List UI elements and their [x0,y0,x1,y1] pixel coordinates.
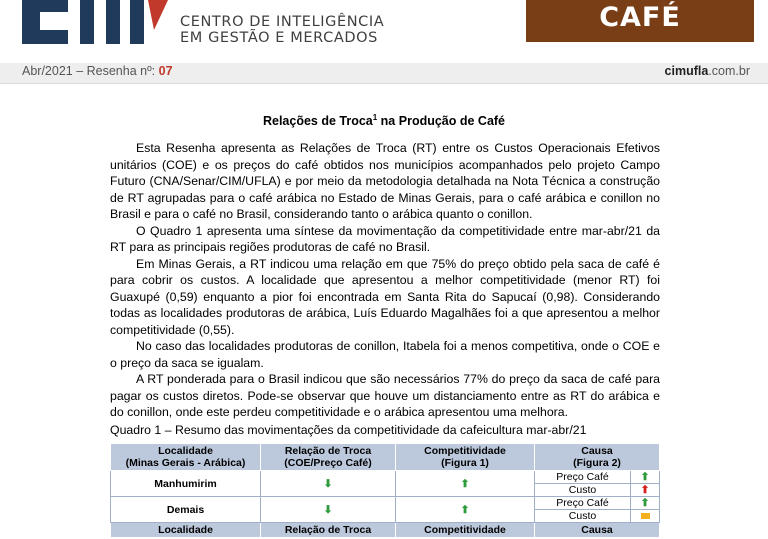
rt-down-arrow-icon: ⬇ [261,497,396,523]
table-header-row [111,523,660,538]
cause-label: Custo [535,510,631,523]
up-red-arrow-icon: ⬆ [631,484,660,497]
up-green-arrow-icon: ⬆ [631,497,660,510]
organization-name-line2: EM GESTÃO E MERCADOS [180,30,378,46]
organization-name [180,14,384,46]
issue-number: 07 [158,64,173,78]
table-header-row [111,444,660,471]
row-location: Demais [111,497,261,523]
site-name: cimufla [664,64,709,78]
paragraph: O Quadro 1 apresenta uma síntese da movimentação da competitividade entre mar-abr/21 da RT para as principais regiões produtoras de café no Brasil. [110,223,660,254]
page-title [0,113,768,128]
paragraph: Esta Resenha apresenta as Relações de Troca (RT) entre os Custos Operacionais Efetivos unitários (COE) e os preços do café obtidos nos municípios acompanhados pelo projeto Campo Futuro (CNA/Senar/CIM/UFLA) e por meio da metodologia detalhada na Nota Técnica a construção de RT agrupadas para o café arábica no Estado de Minas Gerais, para o café arábica e conillon no Brasil e para o café no Brasil, considerando tanto o arábica quanto o conillon. [110,141,660,221]
up-green-arrow-icon: ⬆ [631,471,660,484]
site-domain: .com.br [708,64,750,78]
header-relacao: Relação de Troca [261,523,396,538]
issue-info [22,64,173,78]
site-link[interactable] [665,64,750,78]
paragraph: A RT ponderada para o Brasil indicou que são necessários 77% do preço da saca de café para pagar os custos diretos. Pode-se observar que houve um distanciamento entre as RT do arábica e do conillon, onde este perdeu competitividade e o arábica apresentou uma melhora. [110,372,660,419]
paragraph: Em Minas Gerais, a RT indicou uma relação em que 75% do preço obtido pela saca de café é para cobrir os custos. A localidade que apresentou a melhor competitividade (menor RT) foi Guaxupé (0,59) enquanto a pior foi encontrada em Santa Rita do Sapucaí (0,98). Considerando todas as localidades produtoras de arábica, Luís Eduardo Magalhães foi a que apresentou a melhor competitividade (0,55). [110,256,660,337]
cause-label: Preço Café [535,497,631,510]
title-text: Relações de Troca [262,114,373,129]
cim-logo [22,0,172,44]
table-row [111,497,660,510]
table-row [111,471,660,484]
comp-up-arrow-icon: ⬆ [396,471,535,497]
cause-label: Custo [535,484,631,497]
header-localidade: Localidade [111,523,261,538]
header-localidade: Localidade (Minas Gerais - Arábica) [111,444,261,471]
flat-dash-icon [631,510,660,523]
header-competitividade: Competitividade (Figura 1) [396,444,535,471]
title-footnote: 1 [372,113,378,122]
header-relacao: Relação de Troca (COE/Preço Café) [261,444,396,471]
header-competitividade: Competitividade [396,523,535,538]
comp-up-arrow-icon: ⬆ [396,497,535,523]
rt-down-arrow-icon: ⬇ [261,471,396,497]
header-causa: Causa (Figura 2) [535,444,660,471]
header-causa: Causa [535,523,660,538]
title-text-rest: na Produção de Café [377,114,506,129]
organization-name-line1: CENTRO DE INTELIGÊNCIA [180,14,385,30]
body-text [110,140,660,421]
row-location: Manhumirim [111,471,261,497]
issue-prefix: Abr/2021 – Resenha nº: [22,64,156,78]
summary-table [110,443,660,538]
table-caption: Quadro 1 – Resumo das movimentações da competitividade da cafeicultura mar-abr/21 [110,423,587,437]
paragraph: No caso das localidades produtoras de conillon, Itabela foi a menos competitiva, onde o COE e o preço da saca se igualam. [110,339,660,370]
cause-label: Preço Café [535,471,631,484]
brand-banner: CAFÉ [526,0,754,42]
